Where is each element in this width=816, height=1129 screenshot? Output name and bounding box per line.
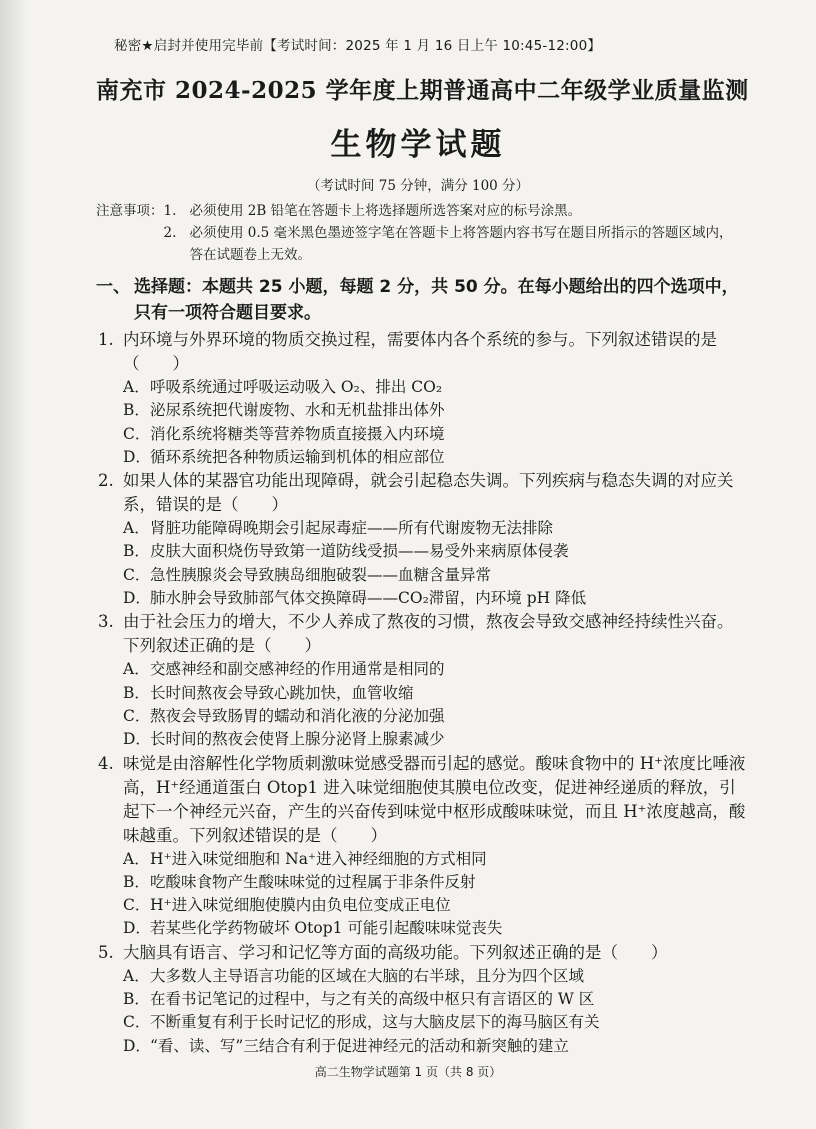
- option-text: 吃酸味食物产生酸味味觉的过程属于非条件反射: [150, 872, 476, 891]
- option-a: [98, 848, 746, 871]
- question-stem: [98, 610, 746, 658]
- notes-list: [164, 200, 747, 266]
- option-c: [98, 894, 746, 917]
- note-item: [164, 222, 747, 266]
- section-heading: [96, 274, 746, 326]
- option-letter: D．: [123, 589, 151, 608]
- option-c: [98, 423, 746, 446]
- option-letter: B．: [123, 683, 150, 702]
- option-letter: A．: [123, 849, 150, 868]
- option-c: [98, 705, 746, 728]
- question-text: 由于社会压力的增大，不少人养成了熬夜的习惯，熬夜会导致交感神经持续性兴奋。下列叙述正确的是（ ）: [123, 612, 734, 656]
- option-text: 肺水肿会导致肺部气体交换障碍——CO₂滞留，内环境 pH 降低: [150, 589, 587, 608]
- option-d: [98, 917, 746, 940]
- note-number: 1.: [163, 203, 177, 219]
- option-letter: A．: [123, 966, 150, 985]
- option-letter: B．: [123, 990, 150, 1009]
- option-d: [98, 728, 746, 751]
- question-4: [98, 752, 746, 941]
- option-letter: C．: [123, 896, 151, 915]
- subject-title: 生物学试题: [330, 127, 506, 163]
- question-number: 2.: [98, 471, 114, 491]
- note-item: [164, 200, 747, 222]
- option-letter: C．: [123, 565, 151, 584]
- option-text: 在看书记笔记的过程中，与之有关的高级中枢只有言语区的 W 区: [150, 990, 595, 1009]
- option-letter: D．: [123, 919, 151, 938]
- option-d: [98, 1035, 746, 1058]
- option-letter: A．: [123, 519, 150, 538]
- question-text: 味觉是由溶解性化学物质刺激味觉感受器而引起的感觉。酸味食物中的 H⁺浓度比唾液高，H⁺经通道蛋白 Otop1 进入味觉细胞使其膜电位改变，促进神经递质的释放，引起下一个神经元兴奋，产生的兴奋传到味觉中枢形成酸味味觉，而且 H⁺浓度越高，酸味越重。下列叙述错误的是（ ）: [123, 753, 746, 845]
- question-2: [98, 469, 746, 610]
- question-number: 5.: [98, 942, 114, 962]
- notes-row: [96, 200, 746, 266]
- option-b: [98, 871, 746, 894]
- option-d: [98, 446, 746, 469]
- option-a: [98, 965, 746, 988]
- option-b: [98, 399, 746, 422]
- option-text: 呼吸系统通过呼吸运动吸入 O₂、排出 CO₂: [150, 378, 443, 396]
- option-text: 泌尿系统把代谢废物、水和无机盐排出体外: [150, 401, 445, 420]
- option-text: 消化系统将糖类等营养物质直接摄入内环境: [150, 424, 445, 443]
- section-instructions: 选择题：本题共 25 小题，每题 2 分，共 50 分。在每小题给出的四个选项中，只有一项符合题目要求。: [134, 277, 739, 323]
- option-letter: A．: [123, 378, 150, 396]
- option-a: [98, 517, 746, 540]
- option-text: 若某些化学药物破坏 Otop1 可能引起酸味味觉丧失: [150, 919, 503, 938]
- exam-notes: [96, 200, 746, 266]
- confidential-notice: 秘密★启封并使用完毕前【考试时间：2025 年 1 月 16 日上午 10:45-12:00】: [114, 38, 602, 54]
- option-text: 交感神经和副交感神经的作用通常是相同的: [150, 660, 445, 679]
- question-number: 1.: [98, 330, 114, 349]
- option-text: “看、读、写”三结合有利于促进神经元的活动和新突触的建立: [150, 1036, 569, 1055]
- option-letter: D．: [123, 1036, 151, 1055]
- option-a: [98, 376, 746, 399]
- option-b: [98, 540, 746, 563]
- option-letter: A．: [123, 660, 150, 679]
- option-letter: D．: [123, 447, 151, 466]
- option-text: 急性胰腺炎会导致胰岛细胞破裂——血糖含量异常: [150, 565, 492, 584]
- option-text: 长时间的熬夜会使肾上腺分泌肾上腺素减少: [150, 730, 445, 749]
- option-text: 熬夜会导致肠胃的蠕动和消化液的分泌加强: [150, 706, 445, 725]
- question-text: 如果人体的某器官功能出现障碍，就会引起稳态失调。下列疾病与稳态失调的对应关系，错误的是（ ）: [123, 471, 734, 515]
- option-letter: D．: [123, 730, 151, 749]
- question-number: 4.: [98, 753, 114, 773]
- option-letter: B．: [123, 401, 150, 420]
- note-number: 2.: [163, 225, 177, 241]
- note-text: 必须使用 0.5 毫米黑色墨迹签字笔在答题卡上将答题内容书写在题目所指示的答题区域内，答在试题卷上无效。: [189, 225, 733, 263]
- option-letter: C．: [123, 706, 151, 725]
- option-letter: B．: [123, 872, 150, 891]
- option-text: 不断重复有利于长时记忆的形成，这与大脑皮层下的海马脑区有关: [150, 1013, 600, 1032]
- option-c: [98, 564, 746, 587]
- exam-main-title: 南充市 2024-2025 学年度上期普通高中二年级学业质量监测: [96, 77, 749, 104]
- question-number: 3.: [98, 612, 114, 632]
- question-list: [98, 328, 746, 1058]
- option-text: H⁺进入味觉细胞使膜内由负电位变成正电位: [150, 896, 451, 915]
- option-text: 肾脏功能障碍晚期会引起尿毒症——所有代谢废物无法排除: [150, 519, 554, 538]
- option-b: [98, 988, 746, 1011]
- option-text: 循环系统把各种物质运输到机体的相应部位: [150, 447, 445, 466]
- question-3: [98, 610, 746, 751]
- question-stem: [98, 469, 746, 517]
- page-footer: 高二生物学试题第 1 页（共 8 页）: [314, 1065, 502, 1079]
- notes-label: 注意事项：: [96, 203, 164, 219]
- option-letter: C．: [123, 424, 151, 443]
- option-text: H⁺进入味觉细胞和 Na⁺进入神经细胞的方式相同: [150, 849, 487, 868]
- option-d: [98, 587, 746, 610]
- question-stem: [98, 752, 746, 848]
- section-number: 一、: [96, 277, 130, 297]
- option-letter: B．: [123, 542, 150, 561]
- exam-duration-info: （考试时间 75 分钟，满分 100 分）: [306, 178, 530, 194]
- question-1: [98, 328, 746, 469]
- question-5: [98, 941, 746, 1058]
- option-b: [98, 682, 746, 705]
- section-row: [96, 274, 746, 326]
- question-stem: [98, 328, 746, 376]
- option-text: 皮肤大面积烧伤导致第一道防线受损——易受外来病原体侵袭: [150, 542, 569, 561]
- option-letter: C．: [123, 1013, 151, 1032]
- option-text: 大多数人主导语言功能的区域在大脑的右半球，且分为四个区域: [150, 966, 585, 985]
- question-text: 大脑具有语言、学习和记忆等方面的高级功能。下列叙述正确的是（ ）: [123, 942, 668, 962]
- note-text: 必须使用 2B 铅笔在答题卡上将选择题所选答案对应的标号涂黑。: [189, 203, 582, 219]
- option-a: [98, 658, 746, 681]
- question-text: 内环境与外界环境的物质交换过程，需要体内各个系统的参与。下列叙述错误的是（ ）: [123, 330, 717, 373]
- option-c: [98, 1011, 746, 1034]
- question-stem: [98, 941, 746, 965]
- option-text: 长时间熬夜会导致心跳加快，血管收缩: [150, 683, 414, 702]
